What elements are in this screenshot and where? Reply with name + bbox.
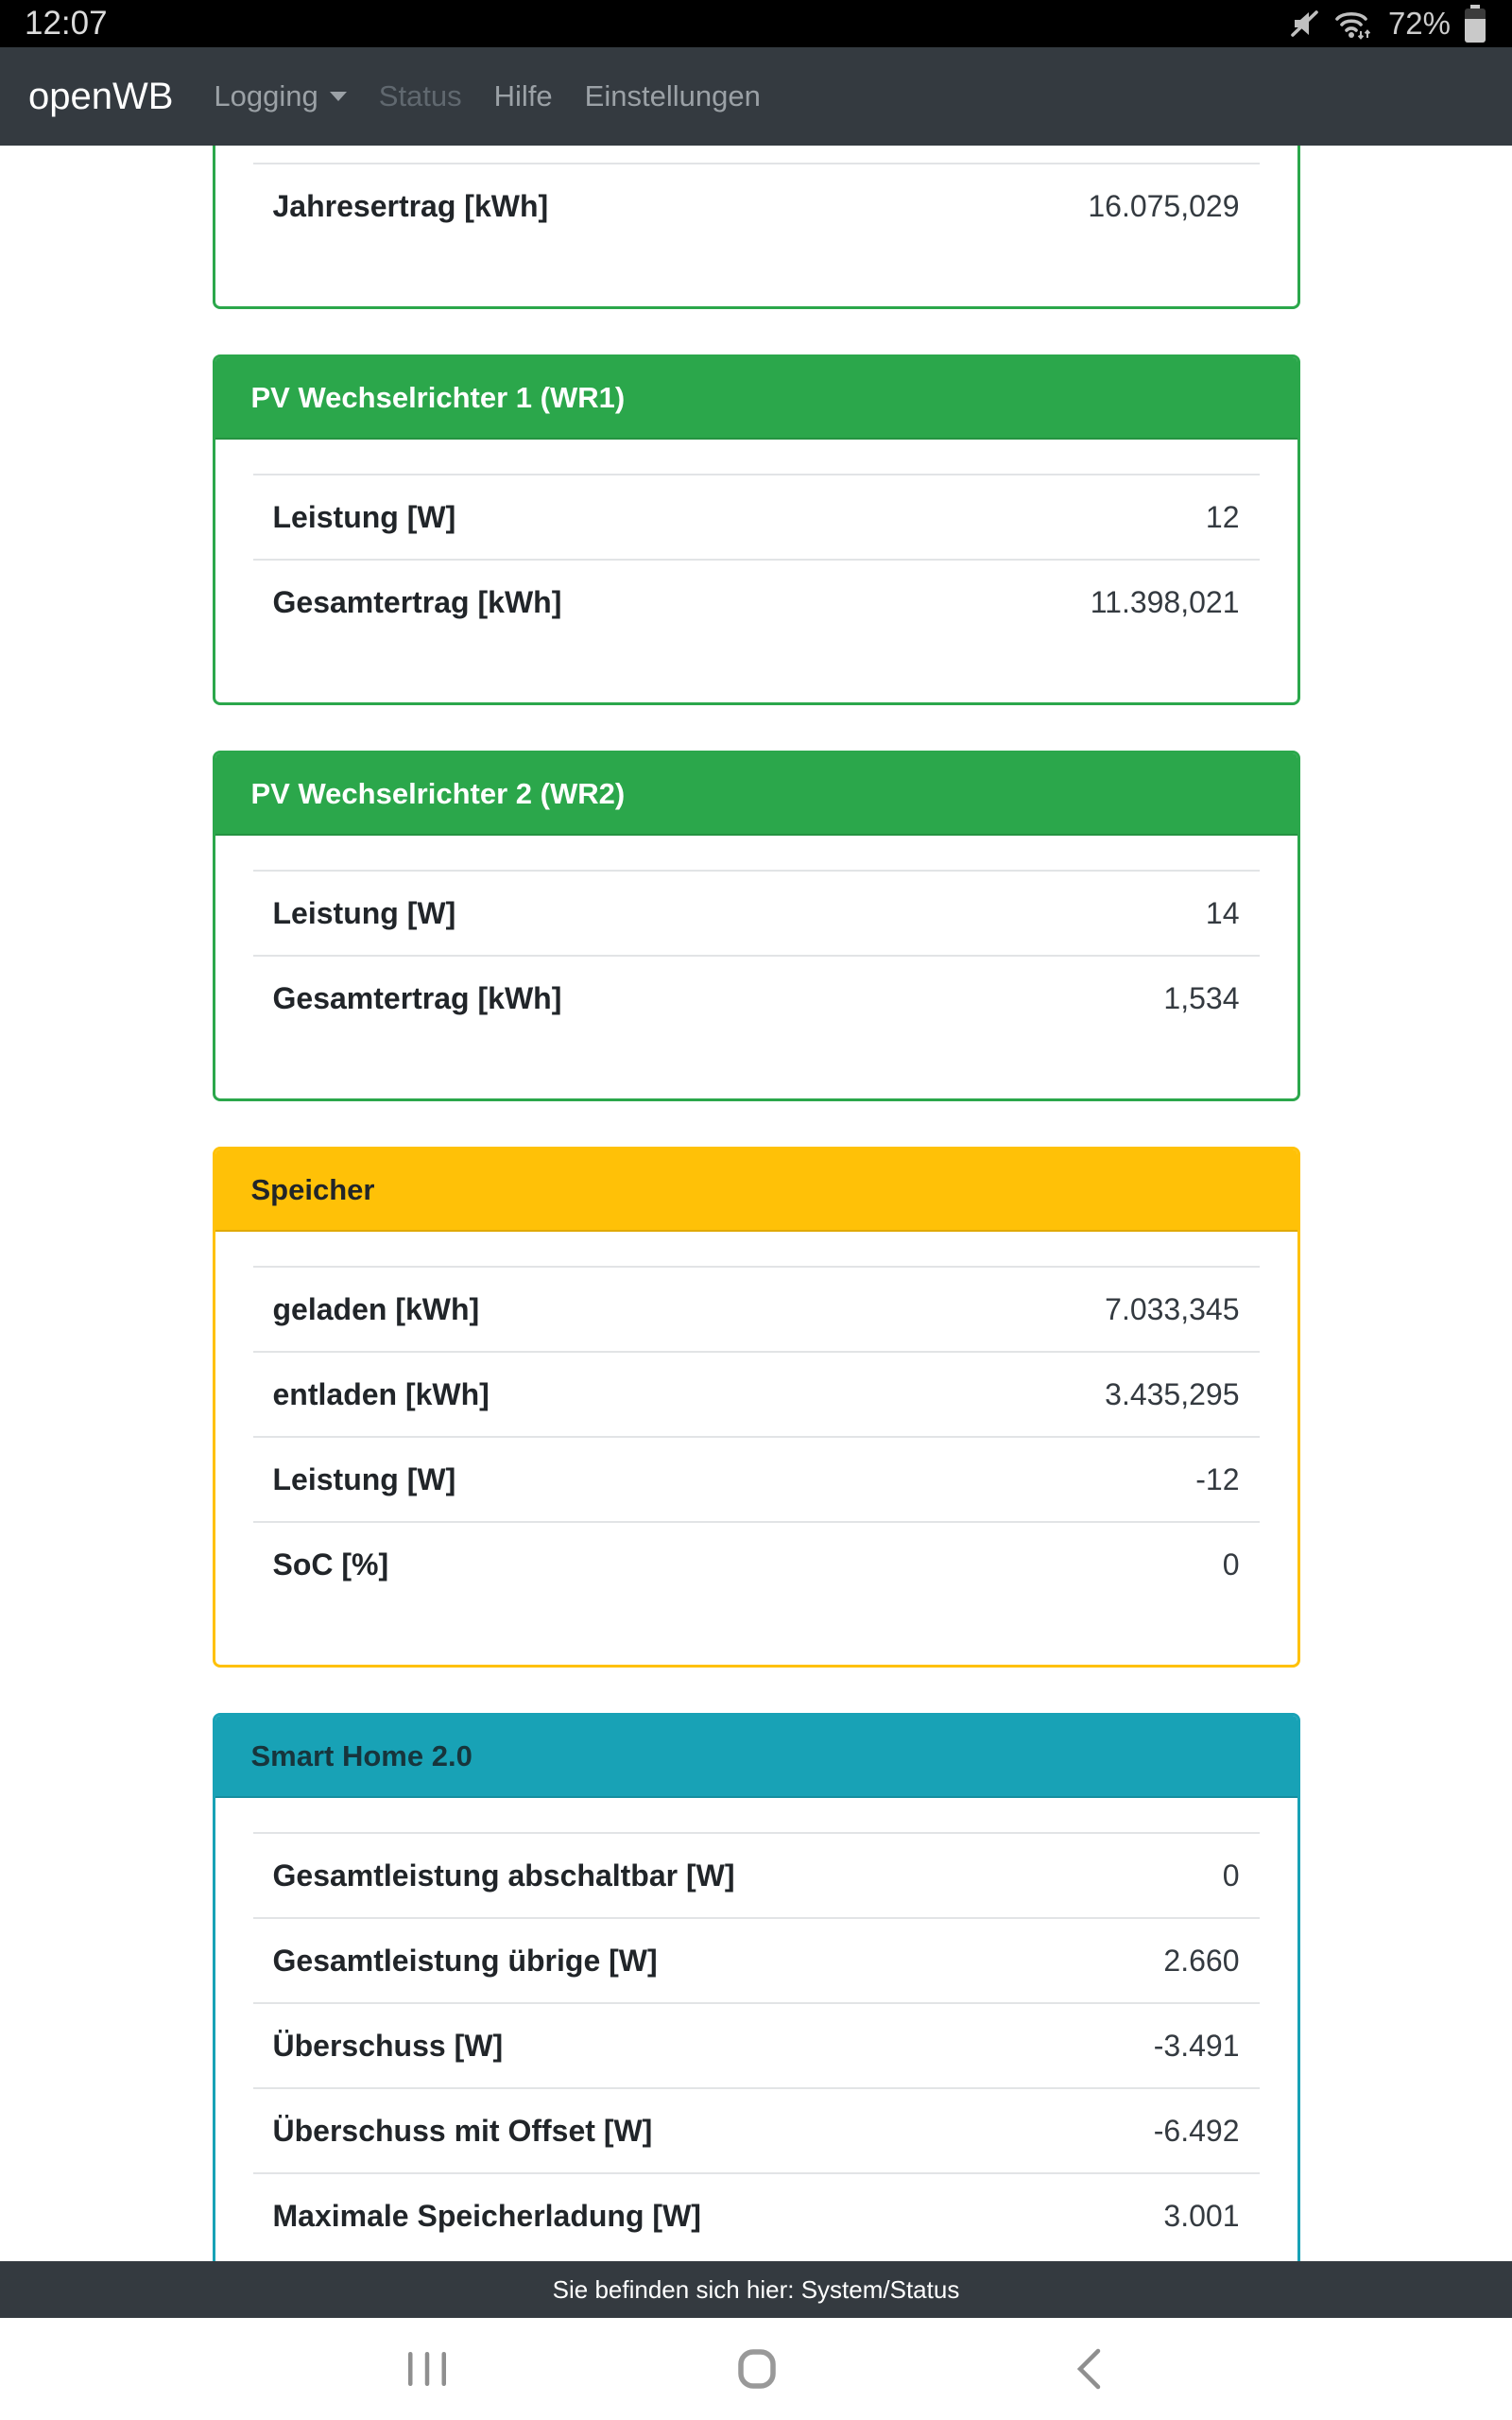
nav-item-status[interactable]: Status — [378, 79, 462, 112]
stat-row — [253, 1266, 1260, 1351]
stat-row — [253, 1521, 1260, 1606]
home-icon — [737, 2349, 777, 2389]
breadcrumb: Sie befinden sich hier: System/Status — [552, 2274, 960, 2304]
stat-row — [253, 163, 1260, 248]
stat-label: Überschuss [W] — [272, 2028, 504, 2063]
status-page-content — [213, 146, 1300, 2319]
stat-value: 7.033,345 — [1105, 1291, 1240, 1326]
stat-label: entladen [kWh] — [272, 1376, 490, 1411]
stat-value: 0 — [1222, 1547, 1240, 1582]
stat-label: geladen [kWh] — [272, 1291, 480, 1326]
nav-item-logging-label: Logging — [214, 79, 318, 112]
android-nav-bar — [0, 2318, 1512, 2420]
stat-row — [253, 1436, 1260, 1521]
nav-item-hilfe[interactable]: Hilfe — [493, 79, 553, 112]
status-time: 12:07 — [25, 5, 108, 42]
stat-value: 11.398,021 — [1090, 584, 1240, 619]
app-navbar — [0, 47, 1512, 146]
stat-label: Überschuss mit Offset [W] — [272, 2113, 653, 2148]
stat-row — [253, 955, 1260, 1040]
stat-label: Gesamtleistung abschaltbar [W] — [272, 1858, 735, 1893]
stat-label: Jahresertrag [kWh] — [272, 188, 549, 223]
status-icons — [1287, 4, 1487, 43]
stat-label: Maximale Speicherladung [W] — [272, 2198, 701, 2233]
stat-row — [253, 2172, 1260, 2257]
mute-icon — [1287, 7, 1321, 41]
stat-row — [253, 1917, 1260, 2002]
card-jahresertrag-partial — [213, 146, 1300, 309]
stat-value: 3.435,295 — [1105, 1376, 1240, 1411]
stat-label: Leistung [W] — [272, 895, 456, 930]
android-status-bar — [0, 0, 1512, 47]
stat-value: -12 — [1195, 1461, 1240, 1496]
stat-label: Gesamtertrag [kWh] — [272, 980, 562, 1015]
card-header: PV Wechselrichter 1 (WR1) — [215, 357, 1297, 440]
stat-row — [253, 1832, 1260, 1917]
battery-icon — [1463, 4, 1487, 43]
stat-label: SoC [%] — [272, 1547, 389, 1582]
stat-label: Leistung [W] — [272, 499, 456, 534]
stat-row — [253, 559, 1260, 644]
home-button[interactable] — [714, 2326, 799, 2411]
stat-value: 16.075,029 — [1088, 188, 1240, 223]
stat-value: 2.660 — [1163, 1943, 1240, 1978]
stat-row — [253, 2002, 1260, 2087]
stat-row — [253, 474, 1260, 559]
card-pv-wechselrichter-2 — [213, 751, 1300, 1101]
stat-value: 14 — [1205, 895, 1240, 930]
stat-value: -3.491 — [1153, 2028, 1240, 2063]
recents-icon — [406, 2350, 448, 2388]
back-icon — [1074, 2347, 1103, 2391]
stat-value: 12 — [1205, 499, 1240, 534]
stat-label: Leistung [W] — [272, 1461, 456, 1496]
battery-percent-label: 72% — [1387, 6, 1451, 41]
stat-row — [253, 870, 1260, 955]
stat-value: 0 — [1222, 1858, 1240, 1893]
card-smart-home — [213, 1713, 1300, 2319]
nav-item-einstellungen[interactable]: Einstellungen — [584, 79, 761, 112]
caret-down-icon — [330, 92, 347, 101]
card-header: Speicher — [215, 1150, 1297, 1232]
stat-value: 1,534 — [1163, 980, 1240, 1015]
nav-item-logging[interactable] — [198, 79, 362, 113]
stat-label: Gesamtertrag [kWh] — [272, 584, 562, 619]
card-pv-wechselrichter-1 — [213, 354, 1300, 705]
stat-label: Gesamtleistung übrige [W] — [272, 1943, 658, 1978]
wifi-icon — [1333, 6, 1373, 42]
stat-row — [253, 2087, 1260, 2172]
breadcrumb-bar — [0, 2261, 1512, 2318]
back-button[interactable] — [1046, 2326, 1131, 2411]
stat-row — [253, 1351, 1260, 1436]
card-header: PV Wechselrichter 2 (WR2) — [215, 753, 1297, 836]
recents-button[interactable] — [385, 2326, 470, 2411]
stat-value: -6.492 — [1153, 2113, 1240, 2148]
app-brand[interactable]: openWB — [28, 75, 174, 117]
card-speicher — [213, 1147, 1300, 1668]
stat-value: 3.001 — [1163, 2198, 1240, 2233]
card-header: Smart Home 2.0 — [215, 1716, 1297, 1798]
